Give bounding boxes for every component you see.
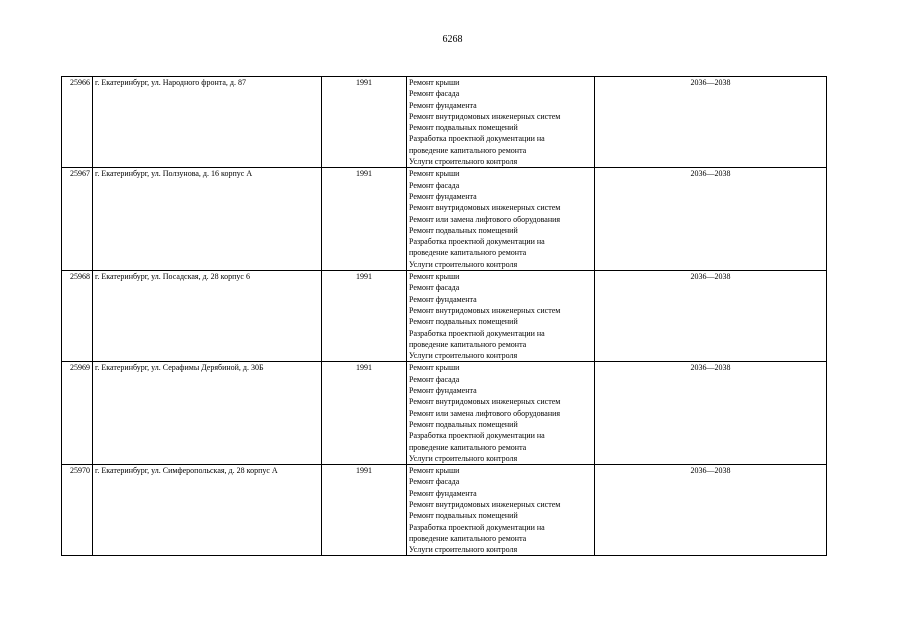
- year-cell: 1991: [322, 271, 407, 362]
- period-cell: 2036—2038: [595, 362, 827, 465]
- work-item: Ремонт внутридомовых инженерных систем: [409, 305, 561, 315]
- period-cell: 2036—2038: [595, 465, 827, 556]
- work-item: Ремонт или замена лифтового оборудования: [409, 408, 561, 418]
- work-item: Ремонт внутридомовых инженерных систем: [409, 397, 561, 407]
- work-item: Ремонт фасада: [409, 374, 460, 384]
- work-item: Разработка проектной документации на: [409, 431, 545, 441]
- work-item: Ремонт крыши: [409, 169, 460, 179]
- works-cell: [407, 271, 595, 362]
- work-item: Ремонт внутридомовых инженерных систем: [409, 111, 561, 121]
- work-item: Услуги строительного контроля: [409, 453, 518, 463]
- work-item: Разработка проектной документации на: [409, 328, 545, 338]
- year-cell: 1991: [322, 77, 407, 168]
- work-item: Ремонт крыши: [409, 78, 460, 87]
- address-cell: г. Екатеринбург, ул. Ползунова, д. 16 корпус А: [93, 168, 322, 271]
- table-row: [62, 362, 827, 465]
- table-row: [62, 168, 827, 271]
- table-row: [62, 77, 827, 168]
- work-item: проведение капитального ремонта: [409, 533, 527, 543]
- work-item: Ремонт фундамента: [409, 191, 477, 201]
- address-cell: г. Екатеринбург, ул. Симферопольская, д. 28 корпус А: [93, 465, 322, 556]
- work-item: Ремонт внутридомовых инженерных систем: [409, 203, 561, 213]
- year-cell: 1991: [322, 362, 407, 465]
- work-item: проведение капитального ремонта: [409, 145, 527, 155]
- work-item: Услуги строительного контроля: [409, 157, 518, 167]
- period-cell: 2036—2038: [595, 77, 827, 168]
- work-item: Ремонт подвальных помещений: [409, 317, 518, 327]
- work-item: Ремонт подвальных помещений: [409, 511, 518, 521]
- table-row: [62, 465, 827, 556]
- work-item: Ремонт подвальных помещений: [409, 225, 518, 235]
- work-item: Ремонт крыши: [409, 272, 460, 282]
- work-item: Ремонт фундамента: [409, 386, 477, 396]
- work-item: Разработка проектной документации на: [409, 237, 545, 247]
- period-cell: 2036—2038: [595, 271, 827, 362]
- work-item: Ремонт фасада: [409, 180, 460, 190]
- work-item: Услуги строительного контроля: [409, 259, 518, 269]
- table-body: [62, 77, 827, 556]
- work-item: Ремонт фасада: [409, 89, 460, 99]
- work-item: Услуги строительного контроля: [409, 351, 518, 361]
- table-row: [62, 271, 827, 362]
- work-item: проведение капитального ремонта: [409, 339, 527, 349]
- work-item: Разработка проектной документации на: [409, 522, 545, 532]
- work-item: Услуги строительного контроля: [409, 545, 518, 555]
- address-cell: г. Екатеринбург, ул. Серафимы Дерябиной, д. 30Б: [93, 362, 322, 465]
- work-item: проведение капитального ремонта: [409, 442, 527, 452]
- work-item: Ремонт крыши: [409, 466, 460, 476]
- repair-schedule-table: [61, 76, 827, 556]
- works-cell: [407, 77, 595, 168]
- work-item: Ремонт крыши: [409, 363, 460, 373]
- works-cell: [407, 168, 595, 271]
- work-item: Ремонт фасада: [409, 477, 460, 487]
- year-cell: 1991: [322, 168, 407, 271]
- works-cell: [407, 362, 595, 465]
- work-item: Ремонт подвальных помещений: [409, 419, 518, 429]
- address-cell: г. Екатеринбург, ул. Посадская, д. 28 корпус 6: [93, 271, 322, 362]
- period-cell: 2036—2038: [595, 168, 827, 271]
- work-item: Ремонт фундамента: [409, 100, 477, 110]
- work-item: Ремонт фундамента: [409, 294, 477, 304]
- address-cell: г. Екатеринбург, ул. Народного фронта, д. 87: [93, 77, 322, 168]
- work-item: Ремонт фасада: [409, 283, 460, 293]
- work-item: Ремонт фундамента: [409, 488, 477, 498]
- work-item: Разработка проектной документации на: [409, 134, 545, 144]
- year-cell: 1991: [322, 465, 407, 556]
- row-number: 25968: [62, 271, 93, 362]
- row-number: 25969: [62, 362, 93, 465]
- work-item: Ремонт подвальных помещений: [409, 123, 518, 133]
- works-cell: [407, 465, 595, 556]
- work-item: Ремонт внутридомовых инженерных систем: [409, 499, 561, 509]
- work-item: проведение капитального ремонта: [409, 248, 527, 258]
- work-item: Ремонт или замена лифтового оборудования: [409, 214, 561, 224]
- row-number: 25966: [62, 77, 93, 168]
- row-number: 25967: [62, 168, 93, 271]
- row-number: 25970: [62, 465, 93, 556]
- page-number: 6268: [442, 34, 463, 45]
